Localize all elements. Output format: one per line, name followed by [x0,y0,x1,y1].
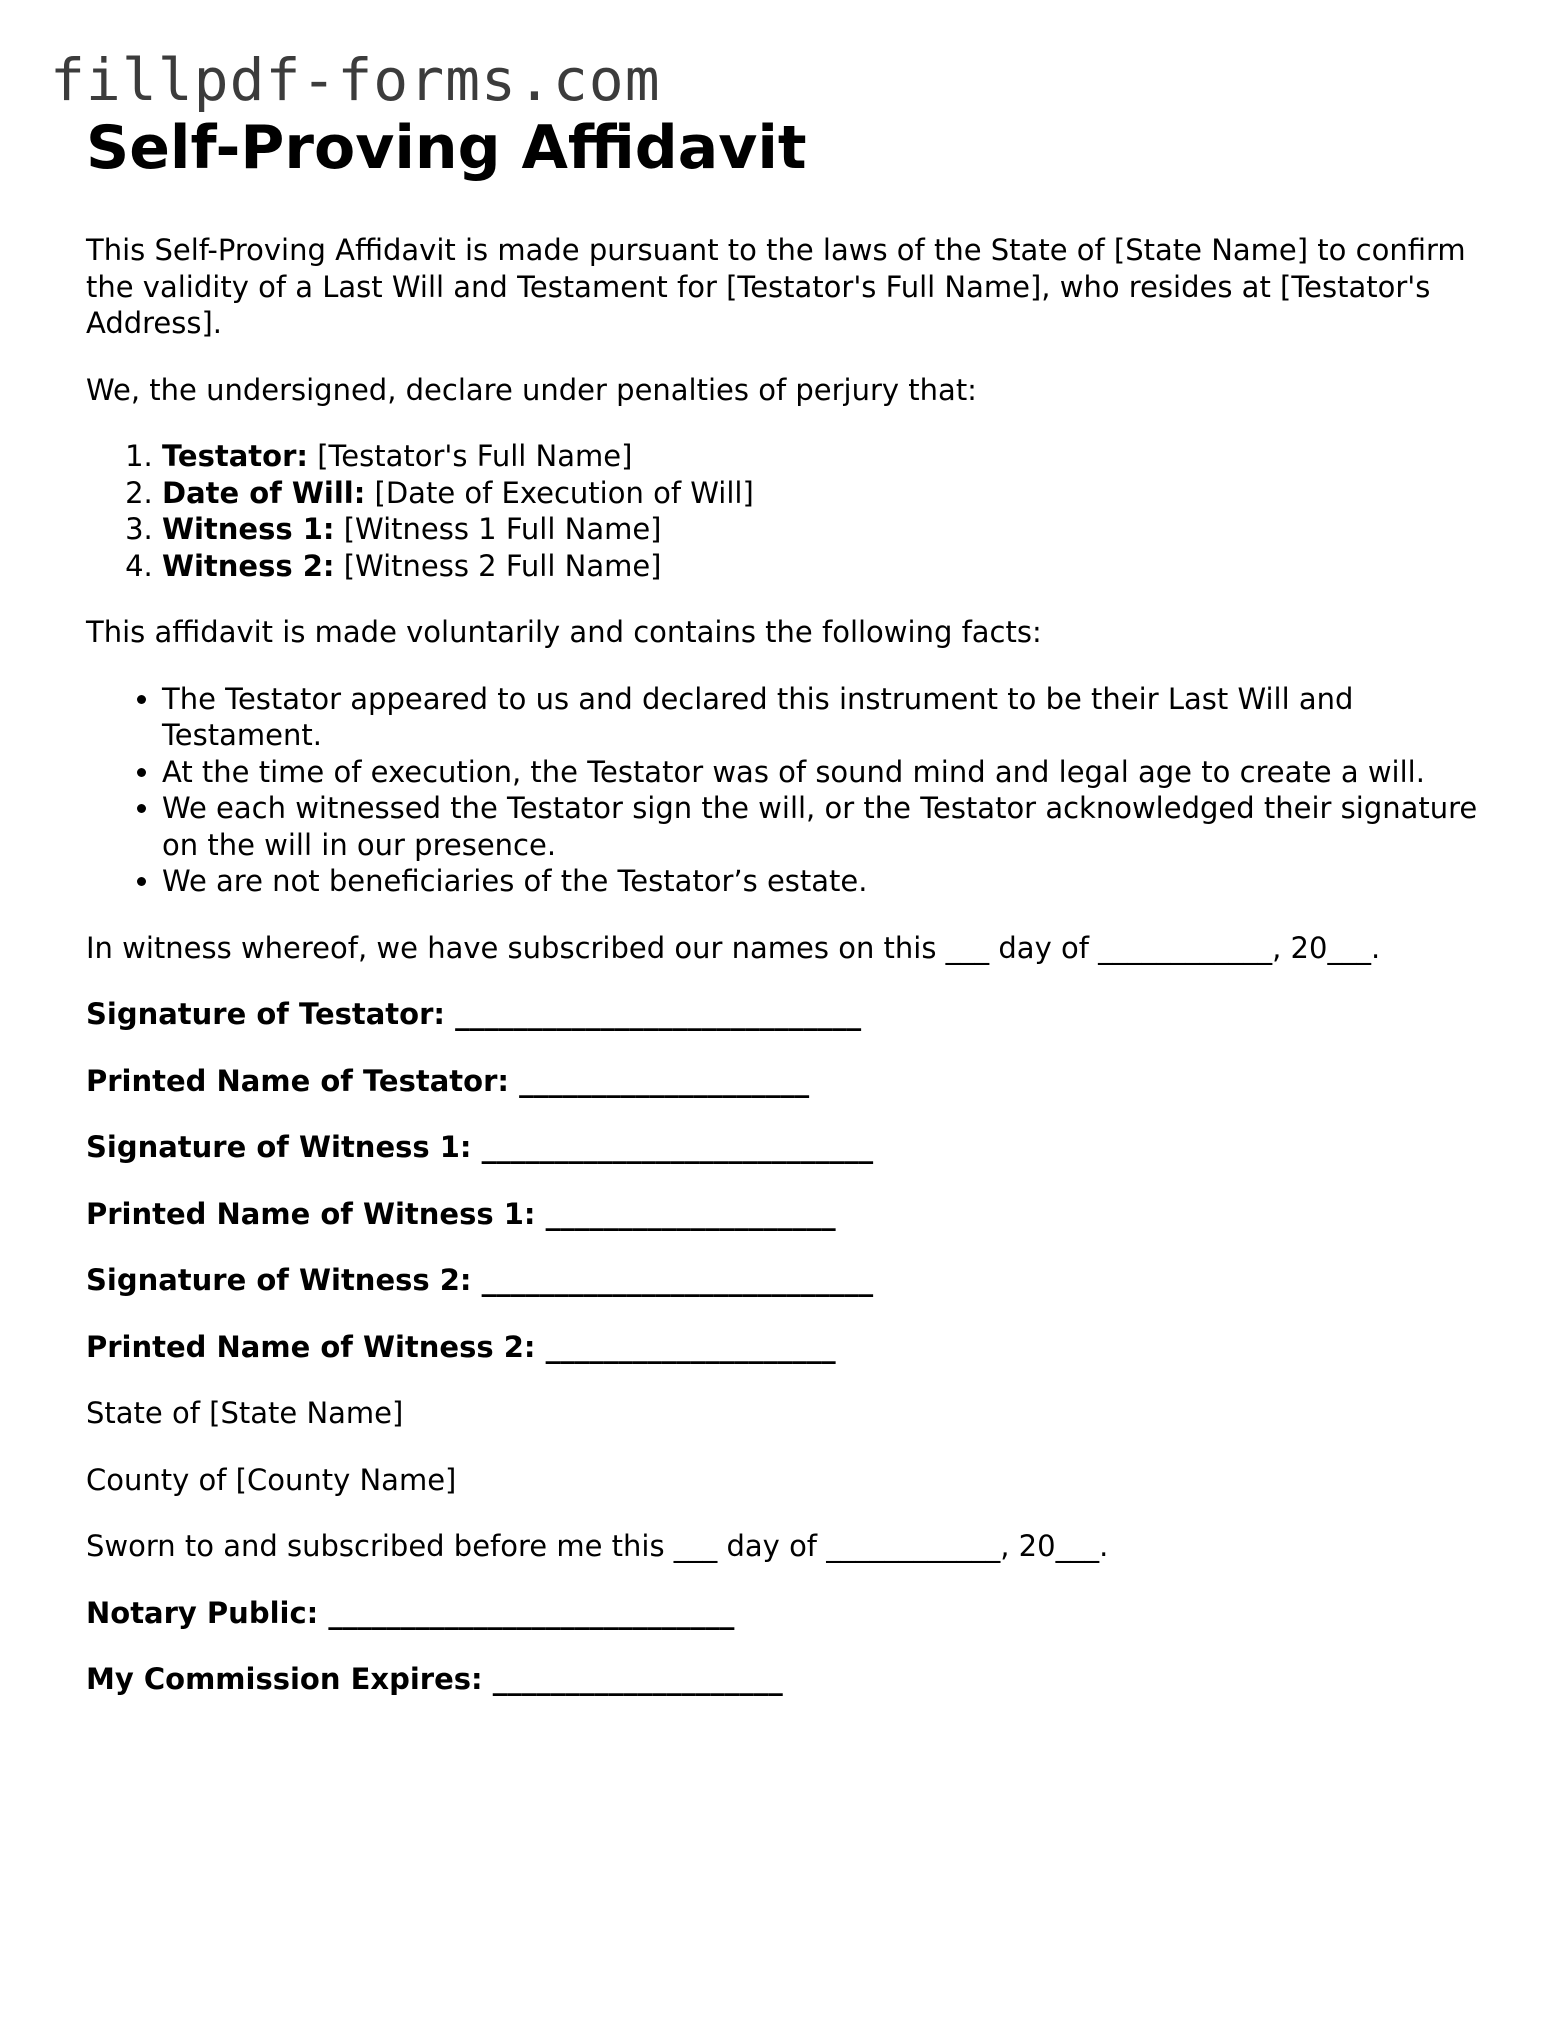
party-label: Date of Will: [162,475,366,510]
list-item: • We are not beneficiaries of the Testator’s estate. [162,863,1486,900]
commission-label: My Commission Expires: [86,1662,483,1696]
signature-blank: ____________________ [535,1196,836,1231]
printed-name-witness-2-line [86,1329,1486,1366]
signature-label: Printed Name of Witness 1: [86,1196,536,1231]
signature-label: Signature of Testator: [86,997,445,1031]
signature-blank: ___________________________ [471,1263,874,1297]
declaration-paragraph: We, the undersigned, declare under penalties of perjury that: [86,372,977,407]
list-item [162,548,1486,585]
signature-witness-2-line [86,1262,1486,1299]
printed-name-testator-line [86,1063,1486,1100]
signature-blank: ____________________ [535,1329,836,1364]
sworn-line: Sworn to and subscribed before me this ___ day of ____________, 20___. [86,1529,1109,1563]
signature-witness-1-line [86,1129,1486,1166]
signature-label: Signature of Witness 2: [86,1263,472,1297]
list-item: • We each witnessed the Testator sign the will, or the Testator acknowledged their signature on the will in our presence. [162,790,1486,863]
document-title: Self-Proving Affidavit [86,113,807,183]
party-label: Witness 1: [162,512,335,546]
intro-paragraph: This Self-Proving Affidavit is made pursuant to the laws of the State of [State Name] to confirm the validity of a Last Will and Testament for [Testator's Full Name], who resides at [Testator's Address]. [86,233,1466,340]
signature-label: Signature of Witness 1: [86,1130,472,1164]
printed-name-witness-1-line [86,1196,1486,1233]
parties-list [86,438,1486,584]
state-line: State of [State Name] [86,1396,404,1430]
party-value: [Witness 2 Full Name] [334,548,662,583]
party-value: [Witness 1 Full Name] [334,512,662,546]
commission-blank: ____________________ [482,1662,783,1696]
signature-blank: ___________________________ [471,1130,874,1164]
notary-blank: ____________________________ [318,1595,735,1630]
county-line: County of [County Name] [86,1462,457,1497]
notary-public-line [86,1595,1486,1632]
party-label: Testator: [162,439,308,473]
witness-clause: In witness whereof, we have subscribed our names on this ___ day of ____________, 20___. [86,930,1381,965]
list-item: • The Testator appeared to us and declared this instrument to be their Last Will and Testament. [162,681,1486,754]
notary-label: Notary Public: [86,1595,319,1630]
party-label: Witness 2: [162,548,335,583]
signature-label: Printed Name of Witness 2: [86,1329,536,1364]
signature-testator-line [86,996,1486,1033]
commission-expires-line [86,1661,1486,1698]
list-item [162,475,1486,512]
list-item [162,438,1486,475]
signature-blank: ____________________ [508,1063,810,1098]
party-value: [Date of Execution of Will] [365,475,754,510]
facts-list [86,681,1486,900]
facts-intro: This affidavit is made voluntarily and contains the following facts: [86,615,1042,649]
list-item [162,511,1486,548]
signature-label: Printed Name of Testator: [86,1063,509,1098]
document-page [86,108,1486,1728]
watermark: fillpdf-forms.com [50,46,661,114]
signature-blank: ____________________________ [445,997,862,1031]
party-value: [Testator's Full Name] [307,439,633,473]
list-item: • At the time of execution, the Testator was of sound mind and legal age to create a will. [162,754,1486,791]
